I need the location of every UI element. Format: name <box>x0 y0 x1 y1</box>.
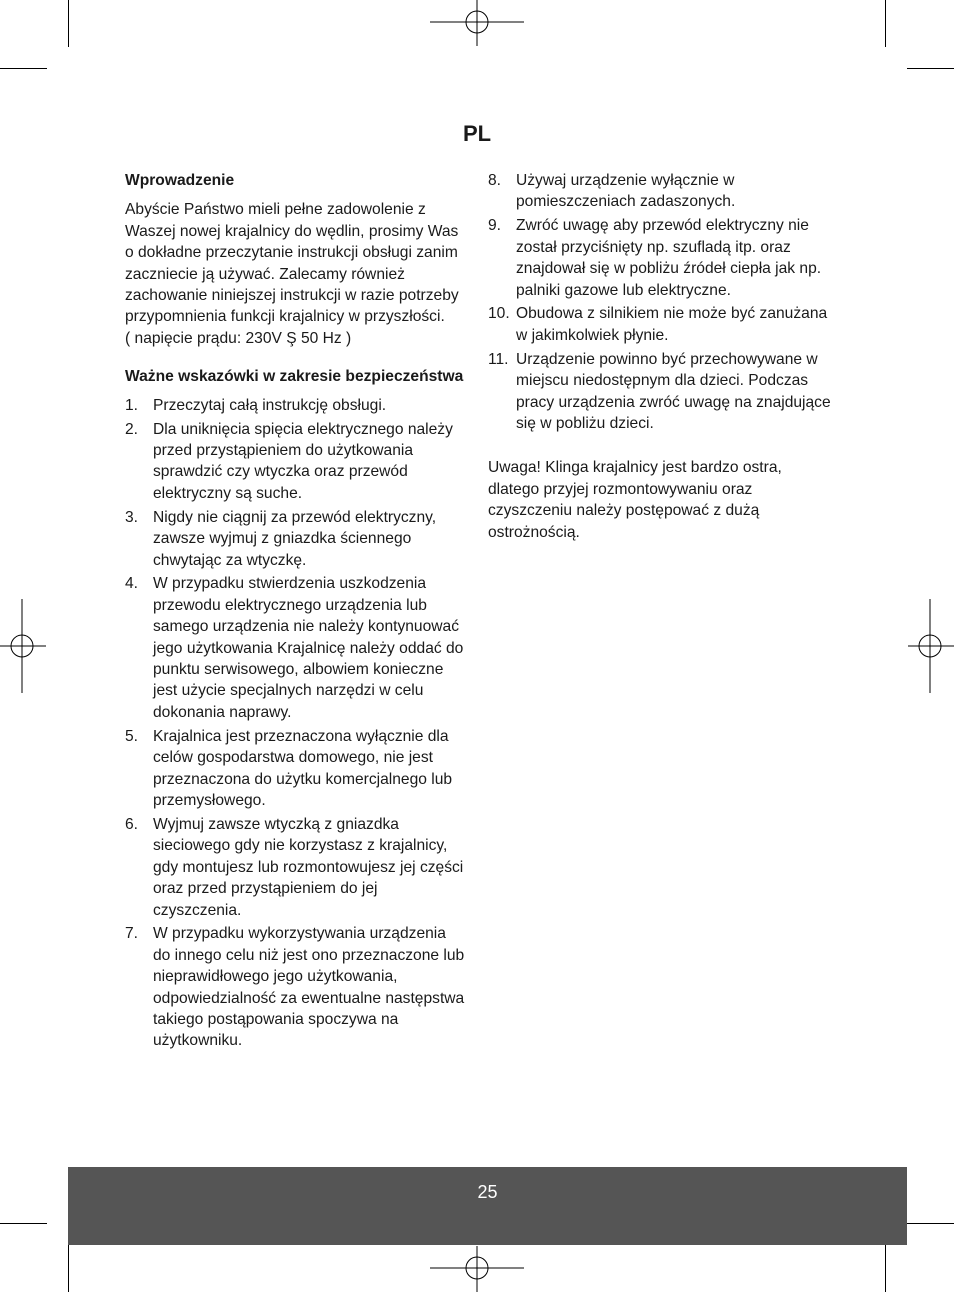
list-item <box>488 349 833 435</box>
list-number: 6. <box>125 815 139 833</box>
crop-mark <box>68 0 69 47</box>
list-text: Dla uniknięcia spięcia elektrycznego należy przed przystąpieniem do użytkowania sprawdzić czy wtyczka oraz przewód elektryczny są suche. <box>153 420 453 502</box>
list-item <box>488 215 833 301</box>
language-code: PL <box>462 121 492 146</box>
safety-heading: Ważne wskazówki w zakresie bezpieczeństwa <box>125 368 464 386</box>
crop-mark <box>885 0 886 47</box>
list-number: 4. <box>125 575 139 593</box>
list-text: Wyjmuj zawsze wtyczką z gniazdka sieciowego gdy nie korzystasz z krajalnicy, gdy montujesz lub rozmontowujesz jej części oraz przed przystąpieniem do jej czyszczenia. <box>153 815 464 919</box>
list-text: W przypadku stwierdzenia uszkodzenia przewodu elektrycznego urządzenia lub samego urządzenia nie należy kontynuować jego użytkowania Krajalnicę należy oddać do punktu serwisowego, albowiem konieczne jest użycie specjalnych narzędzi w celu dokonania naprawy. <box>153 575 464 721</box>
list-item <box>125 573 465 723</box>
footer-band <box>68 1167 907 1245</box>
list-item <box>125 419 465 505</box>
crop-mark <box>885 1245 886 1292</box>
safety-list-right <box>488 170 833 434</box>
list-number: 10. <box>488 305 510 323</box>
list-item <box>488 170 833 213</box>
list-item <box>125 507 465 571</box>
crop-mark <box>0 1223 47 1224</box>
registration-mark-bottom <box>430 1246 524 1292</box>
list-number: 3. <box>125 508 139 526</box>
crop-mark <box>907 1223 954 1224</box>
list-number: 5. <box>125 727 139 745</box>
list-number: 2. <box>125 420 139 438</box>
list-item <box>125 395 465 416</box>
list-text: Obudowa z silnikiem nie może być zanużana w jakimkolwiek płynie. <box>516 305 828 344</box>
voltage-note: ( napięcie prądu: 230V Ş 50 Hz ) <box>125 329 352 347</box>
registration-mark-left <box>0 599 46 693</box>
registration-mark-top <box>430 0 524 46</box>
list-text: Przeczytaj całą instrukcję obsługi. <box>153 396 387 414</box>
warning-note: Uwaga! Klinga krajalnicy jest bardzo ostra, dlatego przyjej rozmontowywaniu oraz czyszczeniu należy postępować z dużą ostrożnością. <box>488 459 782 541</box>
list-number: 1. <box>125 396 139 414</box>
list-text: Używaj urządzenie wyłącznie w pomieszczeniach zadaszonych. <box>516 172 736 211</box>
intro-heading: Wprowadzenie <box>125 172 235 189</box>
left-column <box>125 170 465 1054</box>
list-number: 9. <box>488 217 502 235</box>
list-text: Nigdy nie ciągnij za przewód elektryczny, zawsze wyjmuj z gniazdka ściennego chwytając za wtyczkę. <box>153 508 437 569</box>
list-text: W przypadku wykorzystywania urządzenia do innego celu niż jest ono przeznaczone lub nieprawidłowego jego użytkowania, odpowiedzialność za ewentualne następstwa takiego postąpowania spoczywa na użytkowniku. <box>153 925 465 1050</box>
list-item <box>488 303 833 346</box>
list-text: Krajalnica jest przeznaczona wyłącznie dla celów gospodarstwa domowego, nie jest przeznaczona do użytku komercjalnego lub przemysłowego. <box>153 727 453 809</box>
list-number: 8. <box>488 172 502 189</box>
list-text: Urządzenie powinno być przechowywane w miejscu niedostępnym dla dzieci. Podczas pracy urządzenia zwróć uwagę na znajdujące się w pobliżu dzieci. <box>516 350 831 432</box>
list-item <box>125 726 465 812</box>
crop-mark <box>68 1245 69 1292</box>
list-text: Zwróć uwagę aby przewód elektryczny nie został przyciśnięty np. szufladą itp. oraz znajdował się w pobliżu źródeł ciepła jak np. palniki gazowe lub elektryczne. <box>516 217 822 299</box>
registration-mark-right <box>908 599 954 693</box>
crop-mark <box>0 68 47 69</box>
page-number: 25 <box>477 1182 498 1202</box>
list-item <box>125 923 465 1051</box>
list-item <box>125 814 465 921</box>
intro-text: Abyście Państwo mieli pełne zadowolenie z Waszej nowej krajalnicy do wędlin, prosimy Was o dokładne przeczytanie instrukcji obsługi zanim zaczniecie ją używać. Zalecamy również zachowanie niniejszej instrukcji w razie potrzeby przypomnienia funkcji krajalnicy w przyszłości. <box>125 201 459 326</box>
list-number: 7. <box>125 925 139 943</box>
right-column <box>488 170 833 543</box>
crop-mark <box>907 68 954 69</box>
list-number: 11. <box>488 350 509 368</box>
safety-list-left <box>125 395 465 1052</box>
